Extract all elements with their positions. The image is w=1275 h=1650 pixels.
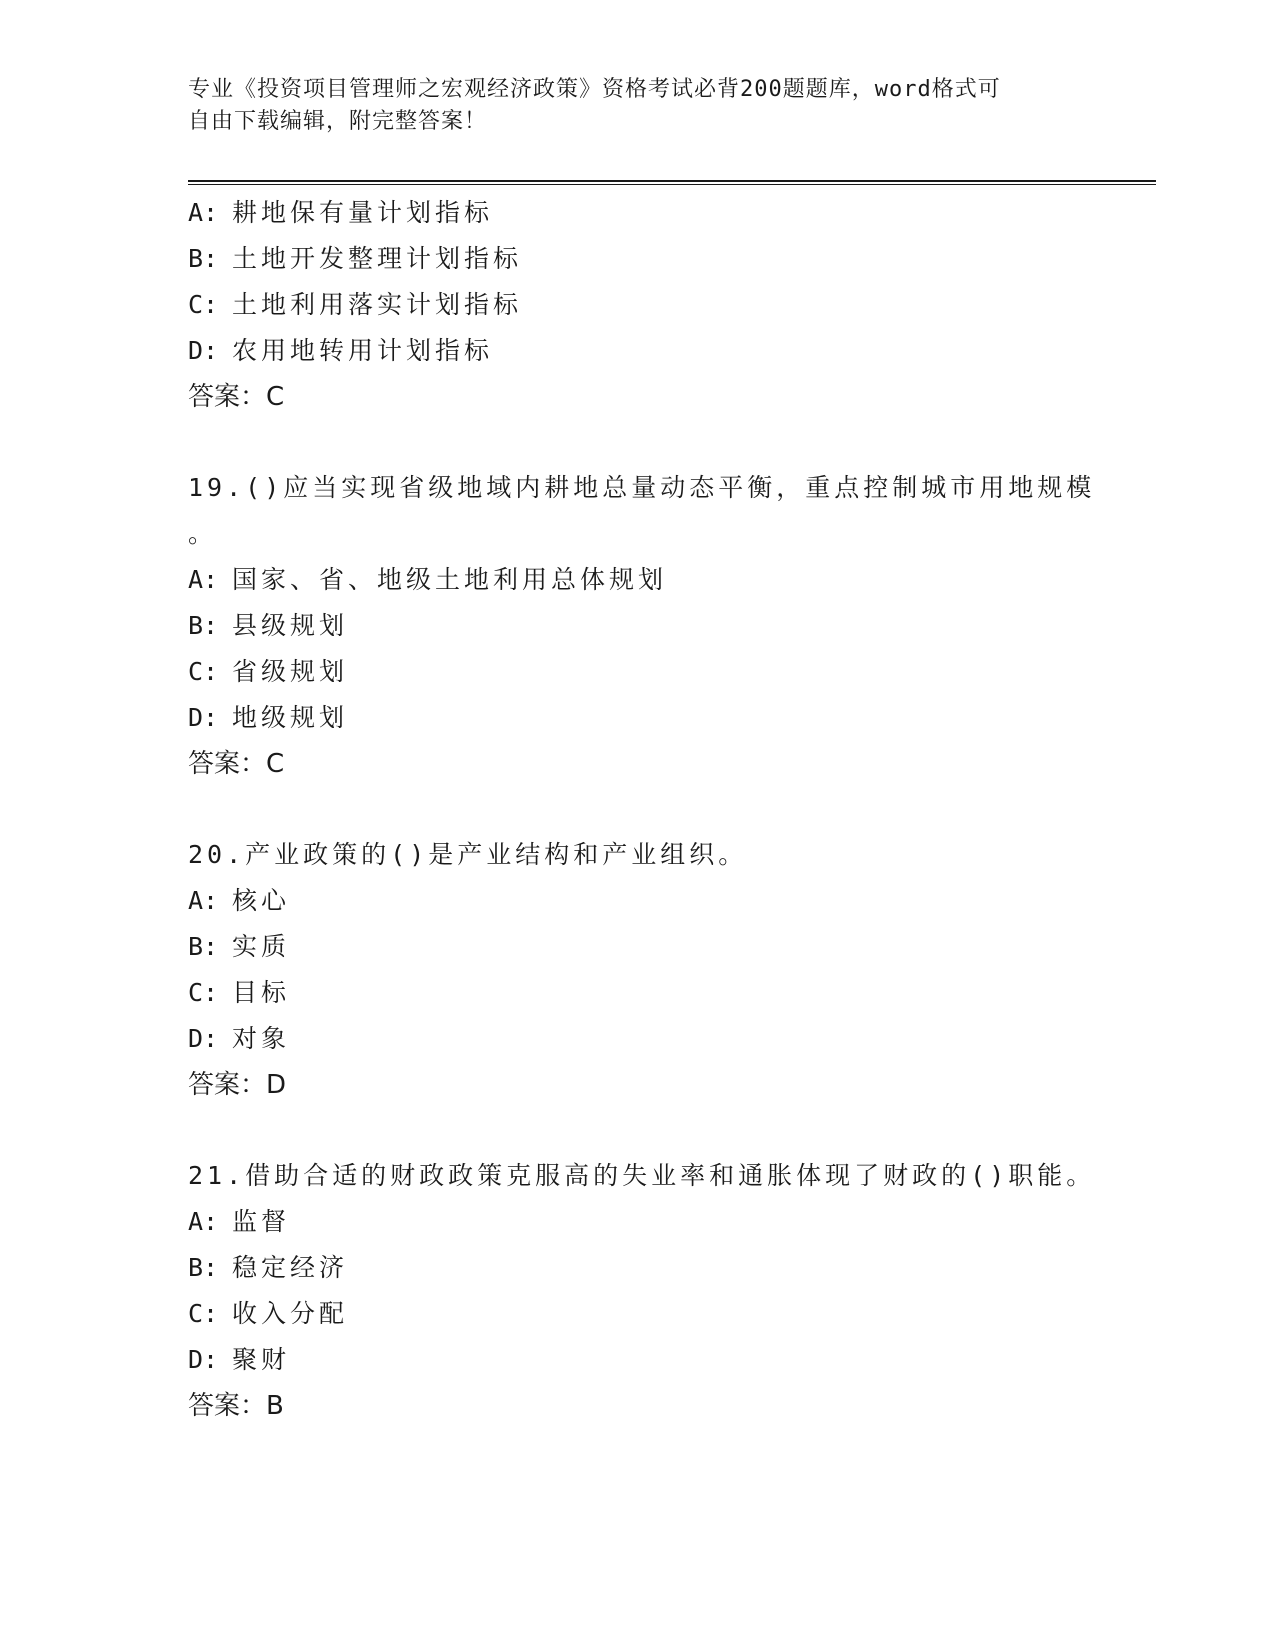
option-c <box>188 282 1088 328</box>
option-letter: D: <box>188 1345 219 1374</box>
question-20-block <box>188 832 1088 1108</box>
option-a <box>188 190 1088 236</box>
option-text: 土地利用落实计划指标 <box>232 290 523 319</box>
option-a <box>188 878 1088 924</box>
option-text: 目标 <box>232 978 291 1007</box>
question-stem: 20.产业政策的()是产业结构和产业组织。 <box>188 840 748 869</box>
option-c <box>188 970 1088 1016</box>
option-text: 实质 <box>232 932 291 961</box>
answer-line: 答案：C <box>188 749 285 779</box>
answer-line: 答案：B <box>188 1391 284 1421</box>
option-text: 核心 <box>232 886 291 915</box>
option-text: 省级规划 <box>232 657 349 686</box>
option-text: 对象 <box>232 1024 291 1053</box>
option-letter: B: <box>188 244 219 273</box>
option-text: 收入分配 <box>232 1299 349 1328</box>
option-c <box>188 1291 1088 1337</box>
option-d <box>188 1016 1088 1062</box>
option-d <box>188 695 1088 741</box>
question-stem: 19.()应当实现省级地域内耕地总量动态平衡，重点控制城市用地规模 <box>188 473 1096 502</box>
header-line-2: 自由下载编辑，附完整答案！ <box>188 109 488 134</box>
option-a <box>188 557 1088 603</box>
option-letter: C: <box>188 290 219 319</box>
option-text: 县级规划 <box>232 611 349 640</box>
option-text: 国家、省、地级土地利用总体规划 <box>232 565 668 594</box>
question-stem: 21.借助合适的财政政策克服高的失业率和通胀体现了财政的()职能。 <box>188 1161 1096 1190</box>
option-letter: C: <box>188 657 219 686</box>
option-text: 土地开发整理计划指标 <box>232 244 523 273</box>
spacer <box>188 787 1088 832</box>
option-text: 耕地保有量计划指标 <box>232 198 494 227</box>
spacer <box>188 420 1088 465</box>
option-letter: A: <box>188 886 219 915</box>
option-b <box>188 924 1088 970</box>
question-stem-continuation: 。 <box>188 519 218 548</box>
option-text: 地级规划 <box>232 703 349 732</box>
question-18-block <box>188 190 1088 420</box>
option-b <box>188 603 1088 649</box>
question-19-block <box>188 465 1096 787</box>
option-text: 聚财 <box>232 1345 291 1374</box>
question-list <box>188 190 1096 1429</box>
answer-line: 答案：C <box>188 382 285 412</box>
option-letter: B: <box>188 611 219 640</box>
option-text: 农用地转用计划指标 <box>232 336 494 365</box>
option-letter: D: <box>188 703 219 732</box>
option-letter: B: <box>188 932 219 961</box>
option-text: 稳定经济 <box>232 1253 349 1282</box>
header-line-1: 专业《投资项目管理师之宏观经济政策》资格考试必背200题题库，word格式可 <box>188 77 1001 102</box>
header-divider <box>188 180 1156 185</box>
answer-line: 答案：D <box>188 1070 287 1100</box>
option-letter: C: <box>188 978 219 1007</box>
option-letter: D: <box>188 336 219 365</box>
option-text: 监督 <box>232 1207 291 1236</box>
question-21-block <box>188 1153 1096 1429</box>
page-header <box>188 74 1068 138</box>
option-d <box>188 1337 1088 1383</box>
option-letter: A: <box>188 198 219 227</box>
option-d <box>188 328 1088 374</box>
option-letter: D: <box>188 1024 219 1053</box>
spacer <box>188 1108 1088 1153</box>
option-c <box>188 649 1088 695</box>
option-b <box>188 1245 1088 1291</box>
option-letter: A: <box>188 565 219 594</box>
option-a <box>188 1199 1088 1245</box>
option-letter: C: <box>188 1299 219 1328</box>
option-b <box>188 236 1088 282</box>
option-letter: A: <box>188 1207 219 1236</box>
option-letter: B: <box>188 1253 219 1282</box>
